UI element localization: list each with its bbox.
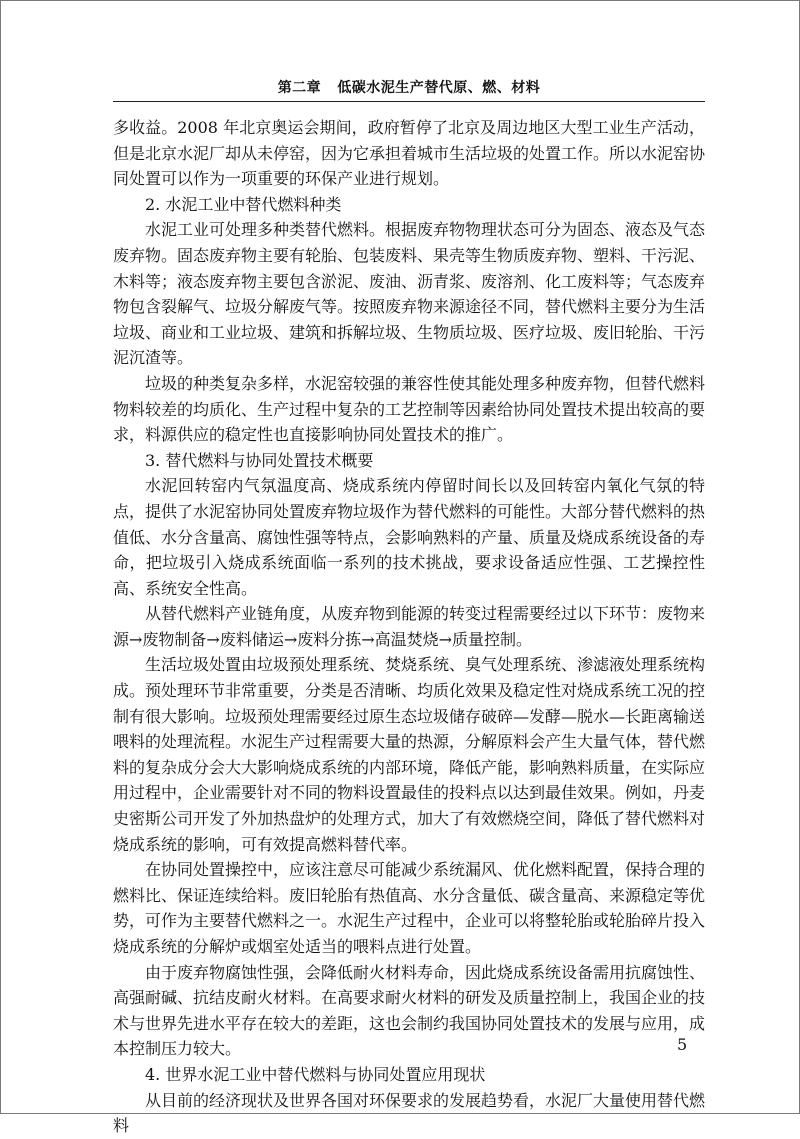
paragraph: 生活垃圾处置由垃圾预处理系统、焚烧系统、臭气处理系统、渗滤液处理系统构成。预处理环节非常重要，分类是否清晰、均质化效果及稳定性对烧成系统工况的控制有很大影响。垃圾预处理需要经过原生态垃圾储存破碎—发酵—脱水—长距离输送喂料的处理流程。水泥生产过程需要大量的热源，分解原料会产生大量气体，替代燃料的复杂成分会大大影响烧成系统的内部环境，降低产能，影响熟料质量，在实际应用过程中，企业需要针对不同的物料设置最佳的投料点以达到最佳效果。例如，丹麦史密斯公司开发了外加热盘炉的处理方式，加大了有效燃烧空间，降低了替代燃料对烧成系统的影响，可有效提高燃料替代率。 [113,655,706,854]
paragraph: 从替代燃料产业链角度，从废弃物到能源的转变过程需要经过以下环节：废物来源→废物制备→废料储运→废料分拣→高温焚烧→质量控制。 [113,604,706,649]
section-heading-2: 2. 水泥工业中替代燃料种类 [145,194,342,214]
body-text [113,115,705,1139]
paragraph: 由于废弃物腐蚀性强，会降低耐火材料寿命，因此烧成系统设备需用抗腐蚀性、高强耐碱、抗结皮耐火材料。在高要求耐火材料的研发及质量控制上，我国企业的技术与世界先进水平存在较大的差距，这也会制约我国协同处置技术的发展与应用，成本控制压力较大。 [113,962,706,1059]
section-heading-4: 4. 世界水泥工业中替代燃料与协同处置应用现状 [145,1064,486,1084]
paragraph: 从目前的经济现状及世界各国对环保要求的发展趋势看，水泥厂大量使用替代燃料 [113,1090,706,1136]
running-header [113,77,705,97]
chapter-label: 第二章 [277,80,322,96]
page-number: 5 [677,1035,688,1054]
paragraph: 在协同处置操控中，应该注意尽可能减少系统漏风、优化燃料配置，保持合理的燃料比、保证连续给料。废旧轮胎有热值高、水分含量低、碳含量高、来源稳定等优势，可作为主要替代燃料之一。水泥生产过程中，企业可以将整轮胎或轮胎碎片投入烧成系统的分解炉或烟室处适当的喂料点进行处置。 [113,860,706,956]
paragraph: 垃圾的种类复杂多样，水泥窑较强的兼容性使其能处理多种废弃物，但替代燃料物料较差的均质化、生产过程中复杂的工艺控制等因素给协同处置技术提出较高的要求，料源供应的稳定性也直接影响协同处置技术的推广。 [113,373,706,445]
paragraph: 水泥工业可处理多种类替代燃料。根据废弃物物理状态可分为固态、液态及气态废弃物。固态废弃物主要有轮胎、包装废料、果壳等生物质废弃物、塑料、干污泥、木料等；液态废弃物主要包含淤泥、废油、沥青浆、废溶剂、化工废料等；气态废弃物包含裂解气、垃圾分解废气等。按照废弃物来源途径不同，替代燃料主要分为生活垃圾、商业和工业垃圾、建筑和拆解垃圾、生物质垃圾、医疗垃圾、废旧轮胎、干污泥沉渣等。 [113,220,706,368]
section-heading-3: 3. 替代燃料与协同处置技术概要 [145,450,374,470]
chapter-title: 低碳水泥生产替代原、燃、材料 [337,80,541,96]
paragraph: 水泥回转窑内气氛温度高、烧成系统内停留时间长以及回转窑内氧化气氛的特点，提供了水泥窑协同处置废弃物垃圾作为替代燃料的可能性。大部分替代燃料的热值低、水分含量高、腐蚀性强等特点，会影响熟料的产量、质量及烧成系统设备的寿命，把垃圾引入烧成系统面临一系列的技术挑战，要求设备适应性强、工艺操控性高、系统安全性高。 [113,476,706,598]
paragraph-continued: 多收益。2008 年北京奥运会期间，政府暂停了北京及周边地区大型工业生产活动，但是北京水泥厂却从未停窑，因为它承担着城市生活垃圾的处置工作。所以水泥窑协同处置可以作为一项重要的环保产业进行规划。 [113,118,706,189]
header-rule [113,101,705,102]
